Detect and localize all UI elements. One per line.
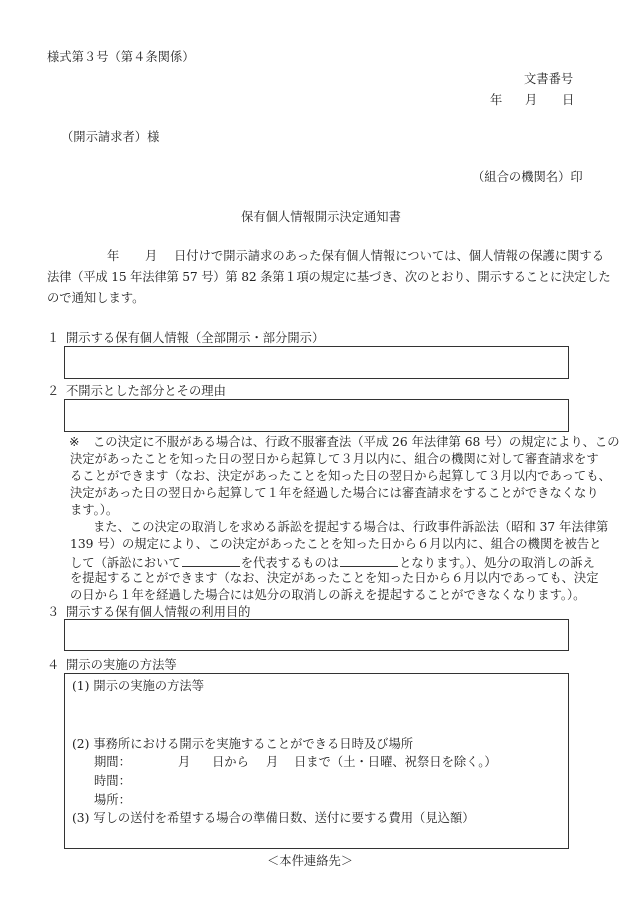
section-3-label: 開示する保有個人情報の利用目的 <box>66 605 251 619</box>
intro-line-2: 法律（平成 15 年法律第 57 号）第 82 条第１項の規定に基づき、次のとおり、開示することに決定した <box>47 270 611 284</box>
section-1-number: １ <box>47 331 60 345</box>
intro-lead: 日付けで開示請求のあった保有個人情報については、個人情報の保護に関する <box>174 249 605 263</box>
notice-p1-line-3: ることができます（なお、決定があったことを知った日の翌日から起算して３月以内であっても、 <box>70 469 611 483</box>
section-1-label: 開示する保有個人情報（全部開示・部分開示） <box>66 331 325 345</box>
time-label: 時間： <box>94 774 131 788</box>
section-1-input-box[interactable] <box>64 346 569 379</box>
notice-p2-line-4: を提起することができます（なお、決定があったことを知った日から６月以内であっても、決定 <box>70 571 599 585</box>
notice-p1-line-2: 決定があったことを知った日の翌日から起算して３月以内に、組合の機関に対して審査請求をす <box>70 452 599 466</box>
defendant-blank[interactable] <box>182 555 240 567</box>
notice-p2-line-5: の日から１年を経過した場合には処分の取消しの訴えを提起することができなくなります。）。 <box>70 588 586 602</box>
section-3-number: ３ <box>47 605 60 619</box>
method-item-3: (3) 写しの送付を希望する場合の準備日数、送付に要する費用（見込額） <box>72 811 475 825</box>
intro-line-3: ので通知します。 <box>47 291 145 305</box>
period-month-a: 月 <box>178 755 191 769</box>
representative-blank[interactable] <box>340 555 398 567</box>
section-2-input-box[interactable] <box>64 399 569 432</box>
date-year: 年 <box>490 93 503 107</box>
notice-p1-line-4: 決定があった日の翌日から起算して１年を経過した場合には審査請求をすることができなくなり <box>70 486 599 500</box>
intro-year: 年 <box>107 249 120 263</box>
method-item-2: (2) 事務所における開示を実施することができる日時及び場所 <box>72 737 414 751</box>
notice-p2-line-1: また、この決定の取消しを求める訴訟を提起する場合は、行政事件訴訟法（昭和 37 年法律第 <box>93 520 609 534</box>
notice-p1-line-5: ます。）。 <box>70 503 119 517</box>
section-3-input-box[interactable] <box>64 619 569 651</box>
date-day: 日 <box>562 93 575 107</box>
notice-p1-line-1: この決定に不服がある場合は、行政不服審査法（平成 26 年法律第 68 号）の規定により、この <box>93 435 620 449</box>
notice-p2-line-3-b: を代表するものは <box>240 556 340 570</box>
period-from-day: 日から <box>212 755 249 769</box>
sender: （組合の機関名）印 <box>472 170 583 184</box>
section-4-number: ４ <box>47 658 60 672</box>
form-number: 様式第３号（第４条関係） <box>47 50 195 64</box>
method-item-1: (1) 開示の実施の方法等 <box>72 679 204 693</box>
date-month: 月 <box>525 93 538 107</box>
section-4-label: 開示の実施の方法等 <box>66 658 177 672</box>
period-until-day: 日まで（土・日曜、祝祭日を除く。） <box>294 755 497 769</box>
document-title: 保有個人情報開示決定通知書 <box>241 210 401 224</box>
notice-p2-line-3 <box>70 555 595 569</box>
addressee: （開示請求者）様 <box>61 130 160 144</box>
notice-p2-line-3-a: して（訴訟において <box>70 556 181 570</box>
notice-mark: ※ <box>69 435 80 449</box>
section-2-label: 不開示とした部分とその理由 <box>66 384 226 398</box>
contact-heading: ＜本件連絡先＞ <box>267 854 354 868</box>
period-label: 期間： <box>94 755 131 769</box>
intro-month: 月 <box>145 249 158 263</box>
place-label: 場所： <box>94 793 131 807</box>
notice-p2-line-2: 139 号）の規定により、この決定があったことを知った日から６月以内に、組合の機関を被告と <box>70 537 602 551</box>
period-month-b: 月 <box>266 755 279 769</box>
notice-p2-line-3-c: となります。）、処分の取消しの訴え <box>399 556 595 570</box>
section-2-number: ２ <box>47 384 60 398</box>
document-number-label: 文書番号 <box>524 72 574 86</box>
